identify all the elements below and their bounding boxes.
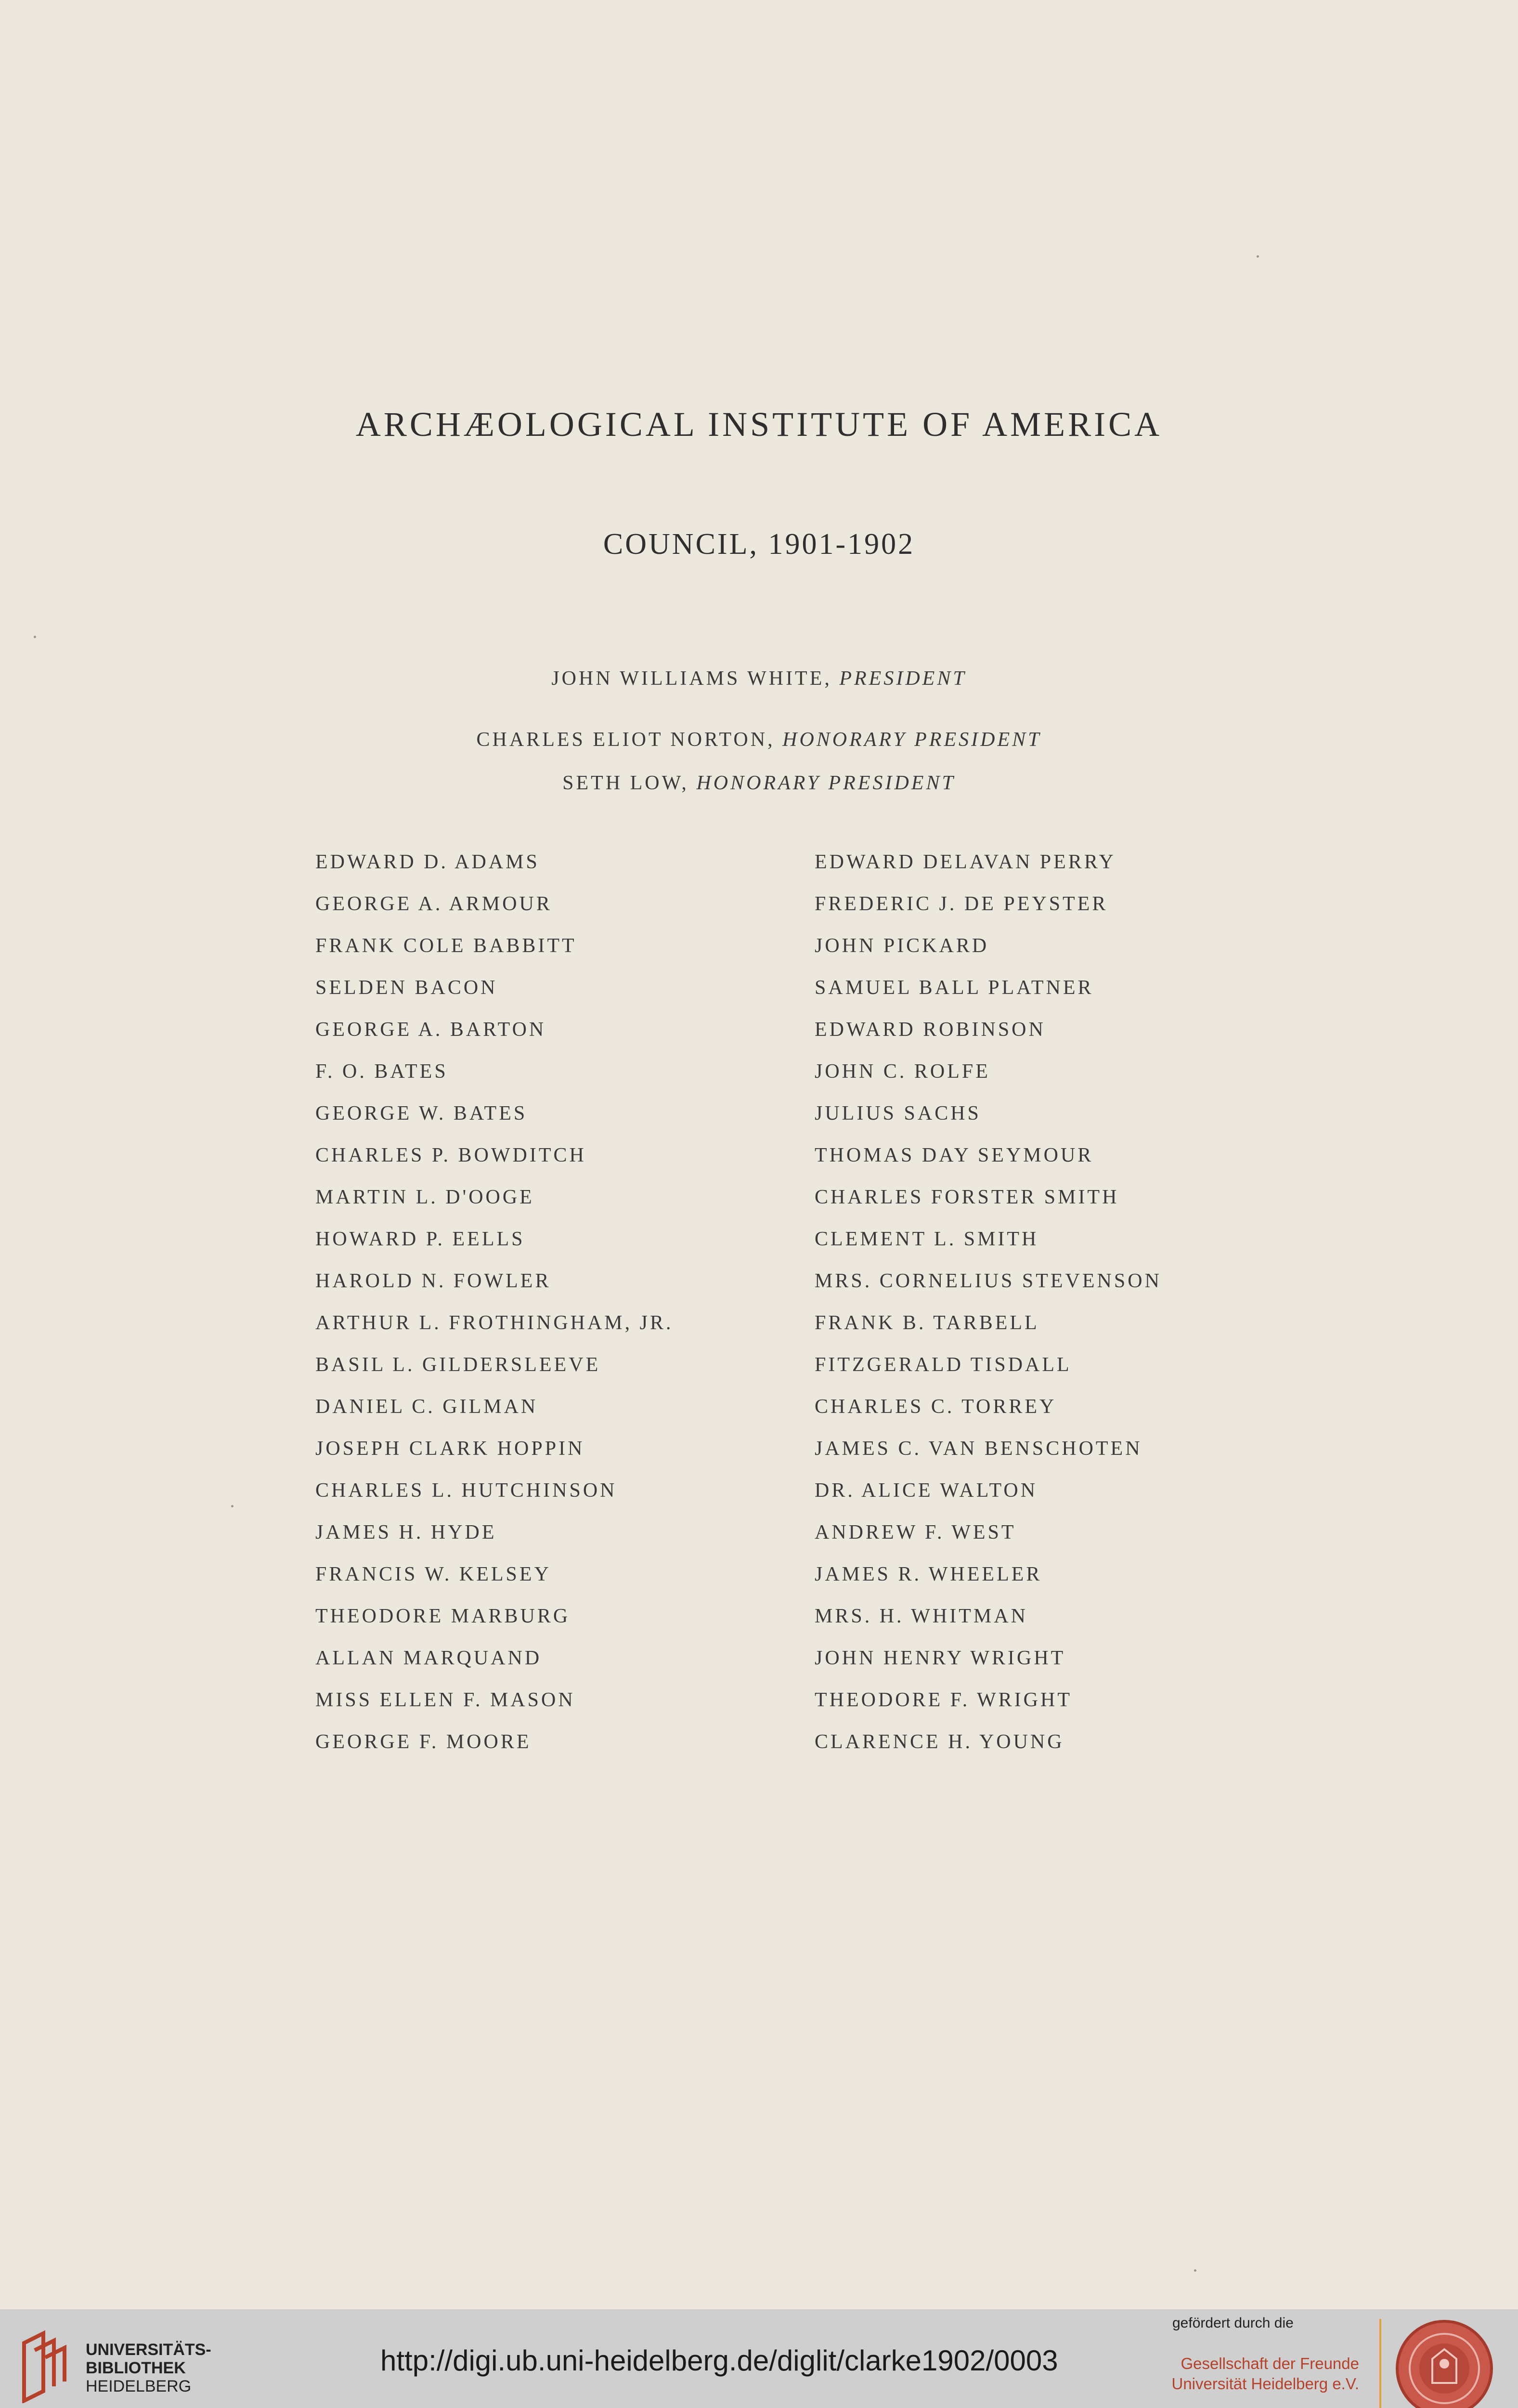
council-member: JAMES H. HYDE [315, 1521, 497, 1544]
council-member: MRS. CORNELIUS STEVENSON [815, 1270, 1162, 1292]
council-member: FITZGERALD TISDALL [815, 1354, 1072, 1376]
council-member: EDWARD DELAVAN PERRY [815, 851, 1116, 873]
officer-role: PRESIDENT [839, 667, 967, 690]
council-member: FREDERIC J. DE PEYSTER [815, 893, 1108, 915]
council-member: GEORGE F. MOORE [315, 1731, 532, 1753]
council-member: HOWARD P. EELLS [315, 1228, 525, 1250]
sponsor-name-line: Gesellschaft der Freunde [1181, 2355, 1359, 2372]
council-member: SELDEN BACON [315, 977, 498, 999]
council-member: FRANK B. TARBELL [815, 1312, 1039, 1334]
council-member: F. O. BATES [315, 1060, 448, 1083]
officer-name: JOHN WILLIAMS WHITE, [551, 667, 832, 690]
council-member: DR. ALICE WALTON [815, 1479, 1038, 1502]
council-member: FRANCIS W. KELSEY [315, 1563, 551, 1585]
library-name-line: HEIDELBERG [86, 2377, 192, 2395]
council-member: JAMES C. VAN BENSCHOTEN [815, 1438, 1142, 1460]
council-member: CLEMENT L. SMITH [815, 1228, 1039, 1250]
council-members-right-column [815, 850, 1162, 1772]
council-member: MISS ELLEN F. MASON [315, 1689, 575, 1711]
council-member: HAROLD N. FOWLER [315, 1270, 551, 1292]
officer-role: HONORARY PRESIDENT [696, 772, 956, 794]
officer-role: HONORARY PRESIDENT [782, 729, 1042, 751]
council-member: CHARLES FORSTER SMITH [815, 1186, 1119, 1208]
council-member: SAMUEL BALL PLATNER [815, 977, 1094, 999]
council-members-left-column [315, 850, 674, 1772]
council-member: THEODORE F. WRIGHT [815, 1689, 1072, 1711]
officer-name: CHARLES ELIOT NORTON, [476, 729, 775, 751]
council-member: MRS. H. WHITMAN [815, 1605, 1028, 1627]
permalink-url[interactable]: http://digi.ub.uni-heidelberg.de/diglit/clarke1902/0003 [380, 2344, 1058, 2377]
officer-honorary-president-1 [0, 728, 1518, 751]
document-subtitle: COUNCIL, 1901-1902 [603, 528, 915, 561]
council-member: GEORGE A. ARMOUR [315, 893, 552, 915]
council-member: JOHN PICKARD [815, 935, 989, 957]
council-member: THOMAS DAY SEYMOUR [815, 1144, 1094, 1166]
council-member: BASIL L. GILDERSLEEVE [315, 1354, 601, 1376]
sponsor-name-line: Universität Heidelberg e.V. [1171, 2375, 1359, 2393]
council-member: EDWARD D. ADAMS [315, 851, 540, 873]
paper-speck [231, 1505, 234, 1507]
council-member: MARTIN L. D'OOGE [315, 1186, 534, 1208]
paper-speck [1194, 2269, 1196, 2272]
council-member: ALLAN MARQUAND [315, 1647, 542, 1669]
council-member: FRANK COLE BABBITT [315, 935, 577, 957]
council-member: EDWARD ROBINSON [815, 1019, 1046, 1041]
sponsor-name [1172, 2354, 1360, 2394]
paper-speck [34, 636, 36, 638]
university-library-name [86, 2341, 211, 2395]
library-name-line: BIBLIOTHEK [86, 2359, 186, 2377]
council-member: THEODORE MARBURG [315, 1605, 571, 1627]
council-member: JOHN HENRY WRIGHT [815, 1647, 1066, 1669]
council-member: CHARLES P. BOWDITCH [315, 1144, 586, 1166]
officer-honorary-president-2 [0, 772, 1518, 795]
council-member: CLARENCE H. YOUNG [815, 1731, 1064, 1753]
paper-speck [1257, 255, 1259, 258]
council-member: JAMES R. WHEELER [815, 1563, 1042, 1585]
council-member: JOSEPH CLARK HOPPIN [315, 1438, 585, 1460]
council-member: GEORGE W. BATES [315, 1102, 528, 1125]
digitization-footer [0, 2309, 1518, 2408]
council-member: ANDREW F. WEST [815, 1521, 1016, 1544]
council-member: CHARLES L. HUTCHINSON [315, 1479, 617, 1502]
university-library-logo-icon [14, 2329, 72, 2403]
sponsor-divider [1379, 2319, 1381, 2408]
document-title: ARCHÆOLOGICAL INSTITUTE OF AMERICA [355, 405, 1163, 444]
council-member: CHARLES C. TORREY [815, 1396, 1057, 1418]
council-member: DANIEL C. GILMAN [315, 1396, 538, 1418]
library-name-line: UNIVERSITÄTS- [86, 2341, 211, 2359]
officer-name: SETH LOW, [562, 772, 689, 794]
university-seal-icon [1394, 2318, 1495, 2408]
officer-president [0, 667, 1518, 690]
council-member: JULIUS SACHS [815, 1102, 981, 1125]
sponsor-intro: gefördert durch die [1172, 2315, 1294, 2331]
council-member: GEORGE A. BARTON [315, 1019, 546, 1041]
council-member: ARTHUR L. FROTHINGHAM, JR. [315, 1312, 674, 1334]
council-member: JOHN C. ROLFE [815, 1060, 990, 1083]
